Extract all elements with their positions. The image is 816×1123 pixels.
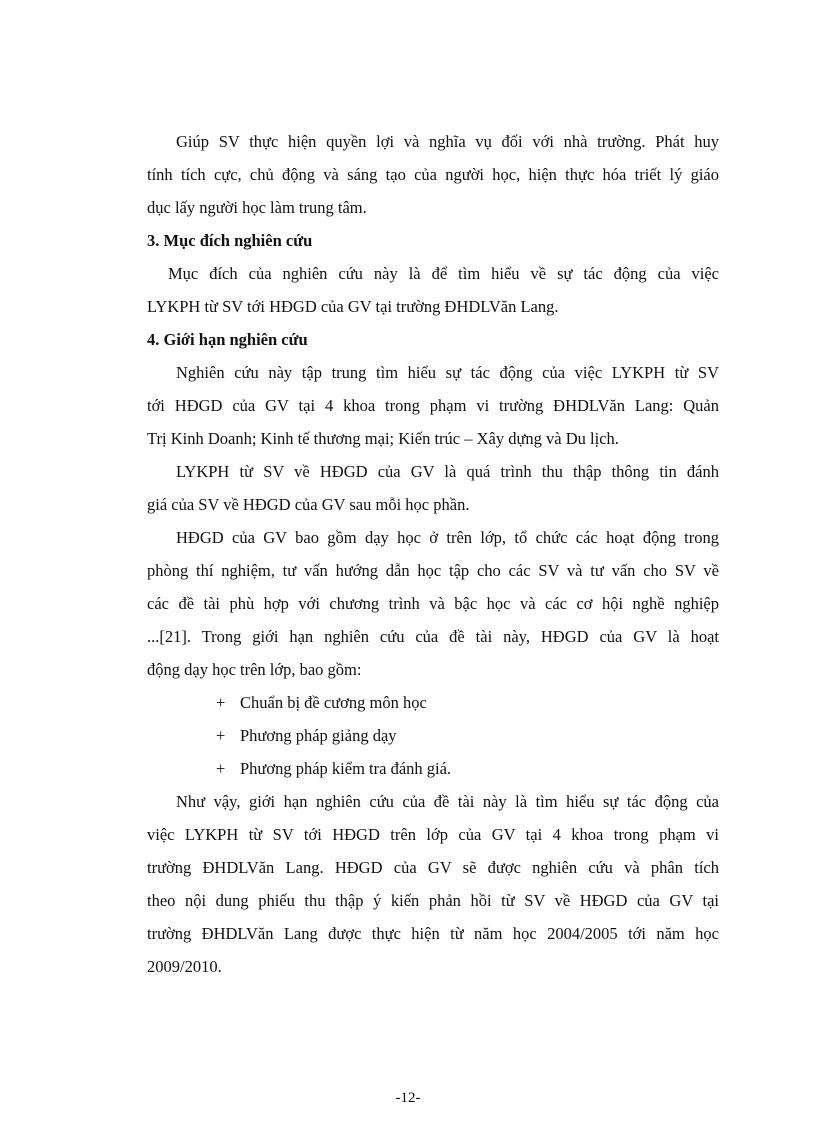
section-4-para-d-line-6: 2009/2010. (147, 957, 222, 976)
bullet-item-2: Phương pháp giảng dạy (240, 726, 397, 745)
bullet-marker: + (216, 693, 226, 712)
bullet-item-3: Phương pháp kiểm tra đánh giá. (240, 759, 452, 778)
paragraph-1-line-2: tính tích cực, chủ động và sáng tạo của người học, hiện thực hóa triết lý giáo (147, 165, 719, 184)
section-4-para-b-line-1: LYKPH từ SV về HĐGD của GV là quá trình thu thập thông tin đánh (176, 462, 719, 481)
section-4-para-d-line-4: theo nội dung phiếu thu thập ý kiến phản hồi từ SV về HĐGD của GV tại (147, 891, 719, 910)
page-number: -12- (395, 1090, 421, 1106)
section-4-para-c-line-3: các đề tài phù hợp với chương trình và bậc học và các cơ hội nghề nghiệp (147, 594, 719, 613)
section-4-heading: 4. Giới hạn nghiên cứu (147, 330, 308, 349)
section-4-para-a-line-2: tới HĐGD của GV tại 4 khoa trong phạm vi trường ĐHDLVăn Lang: Quản (147, 396, 719, 415)
paragraph-1-line-1: Giúp SV thực hiện quyền lợi và nghĩa vụ đối với nhà trường. Phát huy (176, 132, 719, 151)
section-4-para-d-line-1: Như vậy, giới hạn nghiên cứu của đề tài này là tìm hiểu sự tác động của (176, 792, 719, 811)
section-3-line-1: Mục đích của nghiên cứu này là để tìm hiểu về sự tác động của việc (168, 264, 719, 283)
bullet-marker: + (216, 759, 226, 778)
section-4-para-a-line-3: Trị Kinh Doanh; Kinh tế thương mại; Kiến trúc – Xây dựng và Du lịch. (147, 429, 619, 448)
section-3-line-2: LYKPH từ SV tới HĐGD của GV tại trường ĐHDLVăn Lang. (147, 297, 559, 316)
section-4-para-b-line-2: giá của SV về HĐGD của GV sau mỗi học phần. (147, 495, 470, 514)
paragraph-1-line-3: dục lấy người học làm trung tâm. (147, 198, 367, 217)
section-4-para-d-line-5: trường ĐHDLVăn Lang được thực hiện từ năm học 2004/2005 tới năm học (147, 924, 719, 943)
bullet-marker: + (216, 726, 226, 745)
section-4-para-d-line-3: trường ĐHDLVăn Lang. HĐGD của GV sẽ được nghiên cứu và phân tích (147, 858, 719, 877)
bullet-item-1: Chuẩn bị đề cương môn học (240, 693, 427, 712)
section-4-para-c-line-2: phòng thí nghiệm, tư vấn hướng dẫn học tập cho các SV và tư vấn cho SV về (147, 561, 719, 580)
section-4-para-d-line-2: việc LYKPH từ SV tới HĐGD trên lớp của GV tại 4 khoa trong phạm vi (147, 825, 719, 844)
section-4-para-c-line-1: HĐGD của GV bao gồm dạy học ở trên lớp, tổ chức các hoạt động trong (176, 528, 719, 547)
section-3-heading: 3. Mục đích nghiên cứu (147, 231, 313, 250)
section-4-para-c-line-4: ...[21]. Trong giới hạn nghiên cứu của đề tài này, HĐGD của GV là hoạt (147, 627, 719, 646)
section-4-para-a-line-1: Nghiên cứu này tập trung tìm hiểu sự tác động của việc LYKPH từ SV (176, 363, 719, 382)
section-4-para-c-line-5: động dạy học trên lớp, bao gồm: (147, 660, 362, 679)
